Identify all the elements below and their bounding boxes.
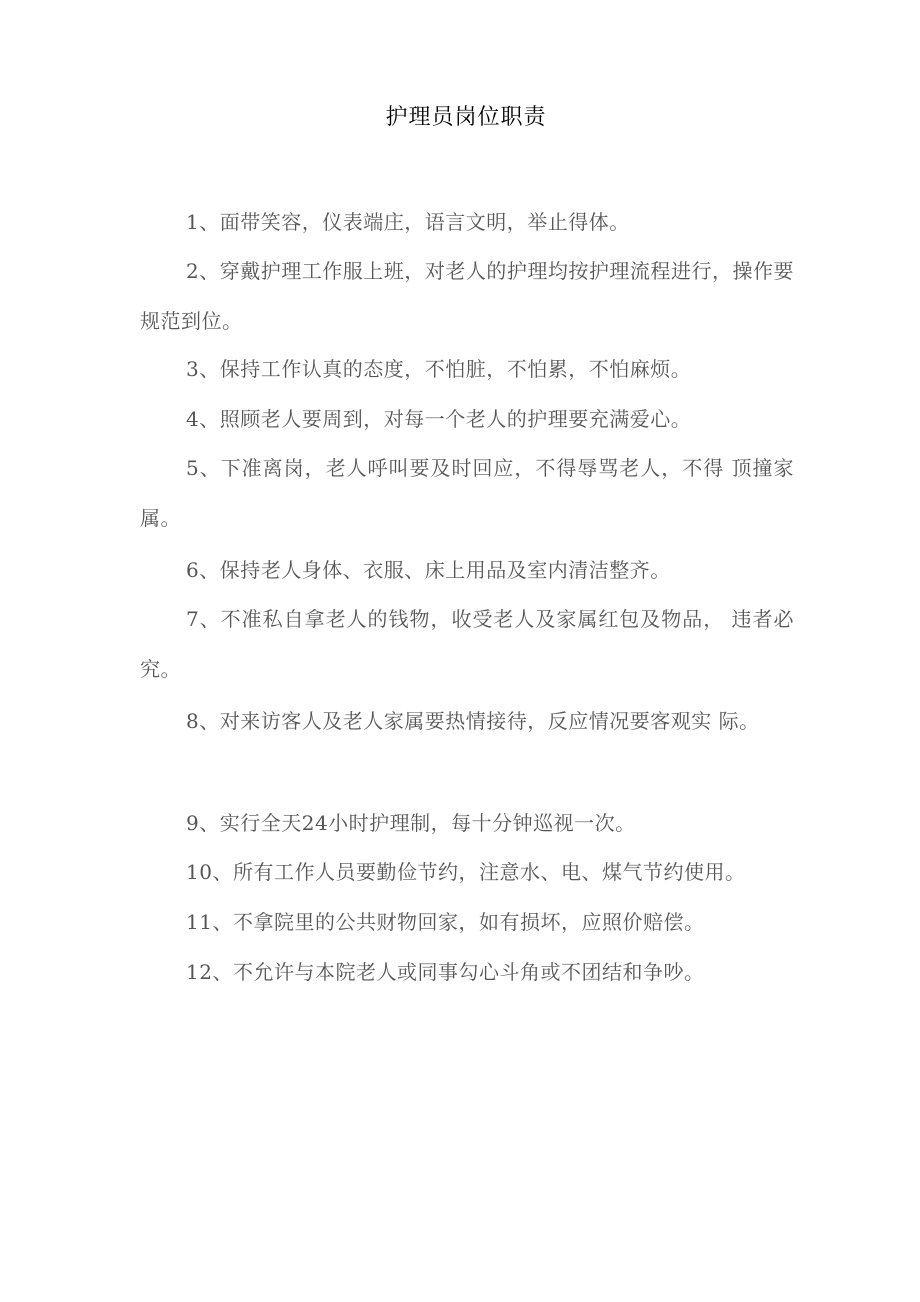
duty-item-4: 4、照顾老人要周到，对每一个老人的护理要充满爱心。 <box>186 407 692 431</box>
duty-item-7: 7、不准私自拿老人的钱物，收受老人及家属红包及物品， 违者必究。 <box>140 607 794 681</box>
duty-item-1: 1、面带笑容，仪表端庄，语言文明，举止得体。 <box>186 210 630 234</box>
duty-item-3: 3、保持工作认真的态度，不怕脏，不怕累，不怕麻烦。 <box>186 357 692 381</box>
duty-item-12: 12、不允许与本院老人或同事勾心斗角或不团结和争吵。 <box>186 960 705 984</box>
duty-item-2: 2、穿戴护理工作服上班，对老人的护理均按护理流程进行，操作要规范到位。 <box>140 259 794 333</box>
duty-item-8: 8、对来访客人及老人家属要热情接待，反应情况要客观实 际。 <box>186 709 760 733</box>
duty-item-11: 11、不拿院里的公共财物回家，如有损坏，应照价赔偿。 <box>186 910 705 934</box>
duty-item-9: 9、实行全天24小时护理制，每十分钟巡视一次。 <box>186 811 636 835</box>
duty-item-10: 10、所有工作人员要勤俭节约，注意水、电、煤气节约使用。 <box>186 860 746 884</box>
document-title: 护理员岗位职责 <box>385 105 547 130</box>
duty-item-5: 5、下准离岗，老人呼叫要及时回应，不得辱骂老人，不得 顶撞家属。 <box>140 456 794 530</box>
duty-item-6: 6、保持老人身体、衣服、床上用品及室内清洁整齐。 <box>186 558 671 582</box>
